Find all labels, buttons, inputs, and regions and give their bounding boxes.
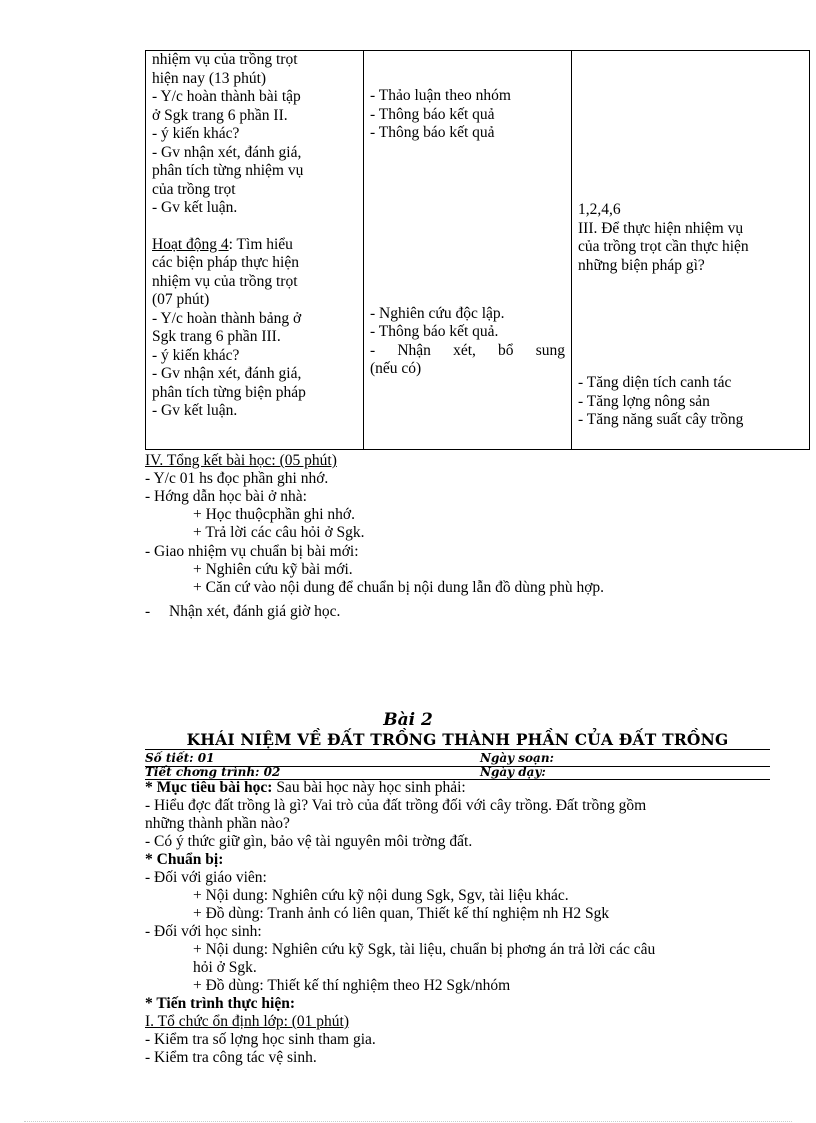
list-item: - Gv kết luận. — [152, 199, 238, 216]
list-item: - Nghiên cứu độc lập. — [370, 304, 505, 322]
list-item: - Có ý thức giữ gìn, bảo vệ tài nguyên môi trờng đất. — [145, 833, 473, 850]
lesson-table — [145, 50, 810, 450]
tiet-chuong-trinh: Tiết chơng trình: 02 — [145, 765, 281, 779]
teacher-activity-cell — [146, 51, 364, 450]
list-item: - Nhận xét, bổ sung — [370, 341, 565, 359]
list-item: (nếu có) — [370, 360, 422, 377]
content-cell — [572, 51, 810, 450]
activity-heading — [152, 236, 357, 255]
list-item: (07 phút) — [152, 291, 210, 308]
list-item: ở Sgk trang 6 phần II. — [152, 106, 288, 124]
list-item: + Trả lời các câu hỏi ở Sgk. — [193, 524, 365, 541]
list-item: phân tích từng nhiệm vụ — [152, 162, 304, 179]
list-item: - Kiểm tra công tác vệ sinh. — [145, 1049, 317, 1066]
list-item: các biện pháp thực hiện — [152, 254, 299, 271]
list-item: + Căn cứ vào nội dung để chuẩn bị nội dung lẫn đồ dùng phù hợp. — [193, 579, 605, 596]
list-item: - Giao nhiệm vụ chuẩn bị bài mới: — [145, 543, 359, 560]
list-item: - Gv kết luận. — [152, 402, 238, 419]
list-item: của trồng trọt cần thực hiện — [578, 238, 749, 255]
objectives-label: * Mục tiêu bài học: — [145, 779, 273, 796]
list-item: những thành phần nào? — [145, 815, 290, 832]
list-item: phân tích từng biện pháp — [152, 383, 306, 401]
objectives-line — [145, 779, 466, 798]
list-item: Sgk trang 6 phần III. — [152, 328, 281, 345]
table-row — [146, 51, 810, 450]
list-item: III. Để thực hiện nhiệm vụ — [578, 219, 744, 237]
list-item: nhiệm vụ của trồng trọt — [152, 272, 298, 290]
list-item: - Y/c hoàn thành bài tập — [152, 88, 301, 105]
so-tiet: Số tiết: 01 — [145, 751, 215, 765]
list-item: + Học thuộcphần ghi nhớ. — [193, 506, 356, 523]
list-item: + Đồ dùng: Thiết kế thí nghiệm theo H2 Sgk/nhóm — [193, 977, 511, 994]
list-item: những biện pháp gì? — [578, 256, 705, 274]
list-item: - Thông báo kết quả. — [370, 323, 499, 340]
list-item: + Nội dung: Nghiên cứu kỹ Sgk, tài liệu, chuẩn bị phơng án trả lời các câu — [193, 941, 656, 958]
section-heading: I. Tổ chức ổn định lớp: (01 phút) — [145, 1013, 350, 1030]
divider — [24, 1121, 792, 1122]
lesson-number: Bài 2 — [383, 710, 433, 730]
list-item: 1,2,4,6 — [578, 201, 621, 218]
ngay-day: Ngày dạy: — [480, 765, 546, 779]
ngay-soan: Ngày soạn: — [480, 751, 554, 765]
student-activity-cell — [364, 51, 572, 450]
objectives-text: Sau bài học này học sinh phải: — [272, 779, 466, 796]
summary-heading: IV. Tổng kết bài học: (05 phút) — [145, 452, 337, 469]
list-item: - Thảo luận theo nhóm — [370, 87, 511, 104]
list-item: + Đồ dùng: Tranh ảnh có liên quan, Thiết kế thí nghiệm nh H2 Sgk — [193, 905, 610, 922]
list-item: - Thông báo kết quả — [370, 124, 495, 141]
list-item: của trồng trọt — [152, 180, 236, 198]
list-item: + Nội dung: Nghiên cứu kỹ nội dung Sgk, Sgv, tài liệu khác. — [193, 887, 569, 904]
list-item: hỏi ở Sgk. — [193, 959, 257, 976]
list-item: + Nghiên cứu kỹ bài mới. — [193, 561, 353, 578]
list-item: - Tăng diện tích canh tác — [578, 374, 732, 391]
list-item: - Đối với giáo viên: — [145, 869, 267, 886]
list-item: - Gv nhận xét, đánh giá, — [152, 143, 302, 161]
list-item: - Y/c hoàn thành bảng ở — [152, 309, 302, 327]
preparation-heading: * Chuẩn bị: — [145, 851, 224, 868]
page-title: KHÁI NIỆM VỀ ĐẤT TRỒNG THÀNH PHẦN CỦA ĐẤT TRỒNG — [145, 731, 770, 750]
list-item: - ý kiến khác? — [152, 346, 240, 364]
list-item: Nhận xét, đánh giá giờ học. — [169, 603, 341, 620]
list-item: - Kiểm tra số lợng học sinh tham gia. — [145, 1031, 376, 1048]
list-item: nhiệm vụ của trồng trọt — [152, 51, 298, 68]
list-item: - Hớng dẫn học bài ở nhà: — [145, 488, 307, 505]
list-item: - Y/c 01 hs đọc phần ghi nhớ. — [145, 470, 329, 487]
procedure-heading: * Tiến trình thực hiện: — [145, 995, 295, 1012]
list-item: - Tăng lợng nông sản — [578, 392, 710, 410]
list-item: - ý kiến khác? — [152, 125, 240, 142]
list-item: - Đối với học sinh: — [145, 923, 262, 940]
list-item: hiện nay (13 phút) — [152, 69, 267, 87]
activity-4-label: Hoạt động 4 — [152, 235, 229, 253]
activity-4-text: : Tìm hiểu — [228, 235, 293, 253]
bullet-marker: - — [145, 603, 151, 620]
list-item: - Gv nhận xét, đánh giá, — [152, 365, 302, 382]
list-item: - Hiểu đợc đất trồng là gì? Vai trò của đất trồng đối với cây trồng. Đất trồng gồm — [145, 797, 647, 814]
list-item: - Tăng năng suất cây trồng — [578, 411, 744, 428]
list-item: - Thông báo kết quả — [370, 105, 495, 123]
